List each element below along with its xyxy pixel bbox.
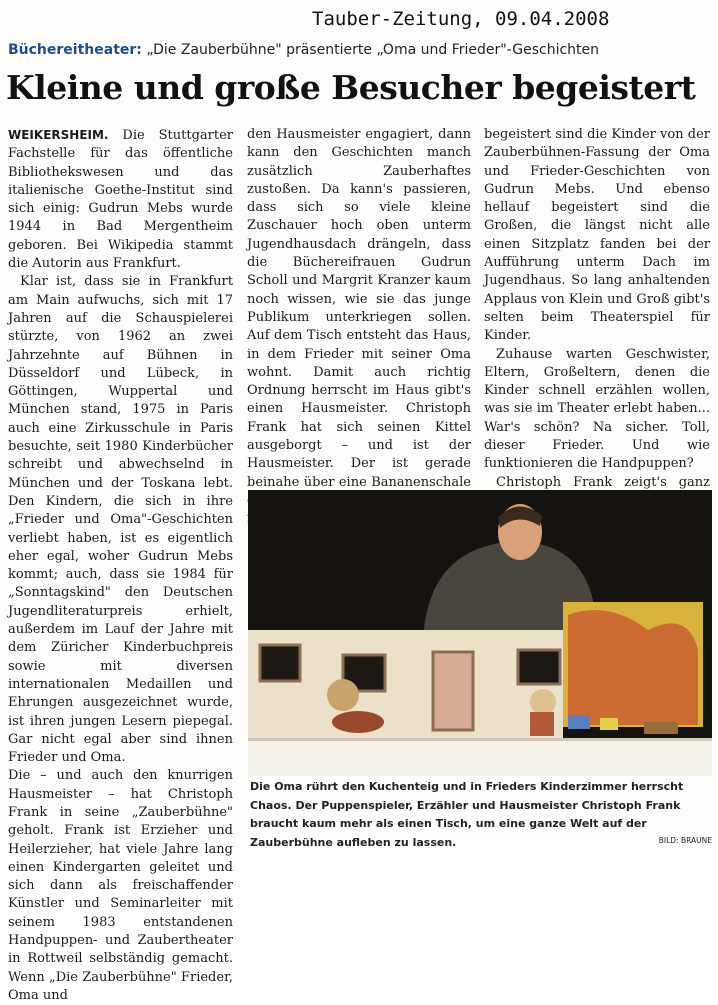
paragraph-text: Christoph Frank zeigt's ganz xyxy=(496,474,710,490)
article-paragraph: Klar ist, dass sie in Frankfurt am Main aufwuchs, sich mit 17 Jahren auf die Schauspielerei stürzte, von 1962 an zwei Jahrzehnte auf Bühnen in Düsseldorf und Lübeck, in Göttingen, Wuppertal und München stand, 1975 in Paris auch eine Zirkusschule in Paris besuchte, seit 1980 Kinderbücher schreibt und abwechselnd in München und der Toskana lebt. Den Kindern, die sich in ihre „Frieder und Oma"-Geschichten verliebt haben, ist es eigentlich eher egal, woher Gudrun Mebs kommt; auch, dass sie 1984 für „Sonntagskind" den Deutschen Jugendliteraturpreis erhielt, außerdem im Lauf der Jahre mit dem Züricher Kinderbuchpreis sowie mit diversen internationalen Medaillen und Ehrungen ausgezeichnet wurde, ist ihren jungen Lesern piepegal. Gar nicht egal aber sind ihnen Frieder und Oma. xyxy=(8,274,233,766)
kicker-rubric: Büchereitheater: xyxy=(8,42,142,58)
article-paragraph xyxy=(8,126,233,273)
photo-illustration xyxy=(248,490,712,776)
article-column-2 xyxy=(247,126,471,529)
article-paragraph: Zuhause warten Geschwister, Eltern, Großeltern, denen die Kinder schnell erzählen wollen, was sie im Theater erlebt haben... War's schön? Na sicher. Toll, dieser Frieder. Und wie funktionieren die Handpuppen? xyxy=(484,346,710,472)
article-column-3 xyxy=(484,126,710,529)
caption-text: Die Oma rührt den Kuchenteig und in Frieders Kinderzimmer herrscht Chaos. Der Puppenspieler, Erzähler und Hausmeister Christoph Frank braucht kaum mehr als einen Tisch, um eine ganze Welt auf der Zauberbühne aufleben zu lassen. xyxy=(250,780,684,849)
kicker-text: „Die Zauberbühne" präsentierte „Oma und Frieder"-Geschichten xyxy=(146,42,600,58)
dateline: WEIKERSHEIM. xyxy=(8,128,109,142)
kicker xyxy=(8,42,599,58)
photo-credit: BILD: BRAUNE xyxy=(658,835,712,845)
paragraph-text: Die Stuttgarter Fachstelle für das öffentliche Bibliothekswesen und das italienische Goethe-Institut sind sich einig: Gudrun Mebs wurde 1944 in Bad Mergentheim geboren. Bei Wikipedia stammt die Autorin aus Frankfurt. xyxy=(8,128,233,272)
source-line: Tauber-Zeitung, 09.04.2008 xyxy=(312,8,610,30)
photo-caption xyxy=(250,778,712,852)
article-paragraph: den Hausmeister engagiert, dann kann den Geschichten manch zusätzlich Zauberhaftes zustoßen. Da kann's passieren, dass sich so viele kleine Zuschauer hoch oben unterm Jugendhausdach drängeln, dass die Büchereifrauen Gudrun Scholl und Margrit Kranzer kaum noch wissen, wie sie das junge Publikum unterkriegen sollen. Auf dem Tisch entsteht das Haus, in dem Frieder mit seiner Oma wohnt. Damit auch richtig Ordnung herrscht im Haus gibt's einen Hausmeister. Christoph Frank hat sich seinen Kittel ausgeborgt – und ist der Hausmeister. Der ist gerade beinahe über eine Bananenschale xyxy=(247,127,471,490)
puppet-theater-photo xyxy=(248,490,712,776)
article-paragraph: begeistert sind die Kinder von der Zauberbühnen-Fassung der Oma und Frieder-Geschichten von Gudrun Mebs. Und ebenso hellauf begeistert sind die Großen, die längst nicht alle einen Sitzplatz fanden bei der Aufführung unterm Dach im Jugendhaus. So lang anhaltenden Applaus von Klein und Groß gibt's selten beim Theaterspiel für Kinder. xyxy=(484,127,710,344)
article-column-1 xyxy=(8,126,233,1005)
article-paragraph: Die – und auch den knurrigen Hausmeister – hat Christoph Frank in seine „Zauberbühne" geholt. Frank ist Erzieher und Heilerzieher, hat viele Jahre lang einen Kindergarten geleitet und sich dann als freischaffender Künstler und Seminarleiter mit seinem 1983 entstandenen Handpuppen- und Zaubertheater in Rottweil selbständig gemacht. Wenn „Die Zauberbühne" Frieder, Oma und xyxy=(8,768,233,1003)
headline: Kleine und große Besucher begeistert xyxy=(6,68,696,107)
